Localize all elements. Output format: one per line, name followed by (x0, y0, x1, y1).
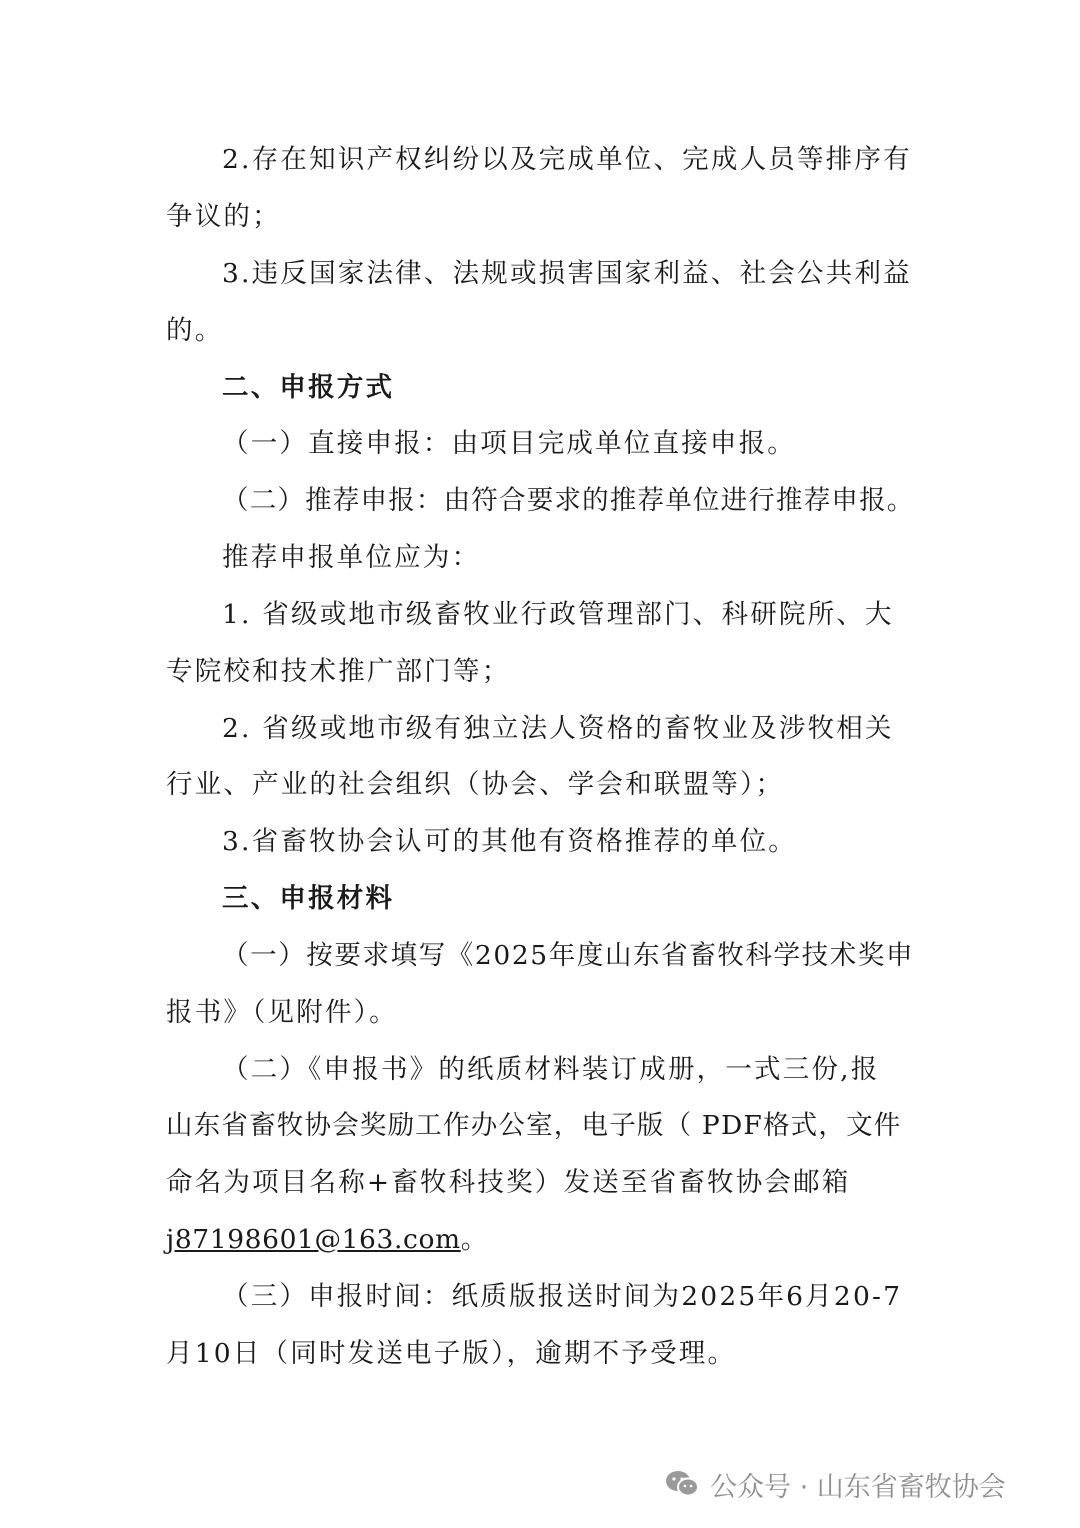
paragraph-line: （二）《申报书》的纸质材料装订成册，一式三份,报 (222, 1054, 880, 1085)
paragraph-line: 3.省畜牧协会认可的其他有资格推荐的单位。 (222, 826, 797, 857)
paragraph-line: 推荐申报单位应为： (222, 542, 481, 573)
paragraph-line: （一）按要求填写《2025年度山东省畜牧科学技术奖申 (222, 940, 915, 971)
watermark (664, 1462, 1006, 1506)
paragraph-line: 2.存在知识产权纠纷以及完成单位、完成人员等排序有 (222, 144, 912, 175)
paragraph-line: 1. 省级或地市级畜牧业行政管理部门、科研院所、大 (222, 599, 894, 630)
paragraph-line: 行业、产业的社会组织（协会、学会和联盟等）； (166, 769, 785, 800)
watermark-text: 公众号 · 山东省畜牧协会 (710, 1471, 1006, 1503)
section-heading: 二、申报方式 (222, 372, 395, 403)
wechat-icon (664, 1469, 700, 1499)
paragraph-line: 专院校和技术推广部门等； (166, 656, 511, 687)
paragraph-line: 报书》（见附件）。 (166, 997, 398, 1028)
paragraph-line: 山东省畜牧协会奖励工作办公室，电子版（ PDF格式，文件 (166, 1110, 902, 1141)
section-heading: 三、申报材料 (222, 883, 395, 914)
paragraph-line: （三）申报时间：纸质版报送时间为2025年6月20-7 (222, 1281, 903, 1312)
email-link[interactable]: j87198601@163.com (166, 1224, 461, 1255)
paragraph-line: （二）推荐申报：由符合要求的推荐单位进行推荐申报。 (222, 485, 915, 516)
paragraph-line: （一）直接申报：由项目完成单位直接申报。 (222, 428, 796, 459)
paragraph-line: 争议的； (166, 201, 281, 232)
paragraph-line: 命名为项目名称+畜牧科技奖）发送至省畜牧协会邮箱 (166, 1167, 851, 1198)
paragraph-line: 月10日（同时发送电子版），逾期不予受理。 (166, 1338, 737, 1369)
email-suffix: 。 (460, 1224, 488, 1255)
paragraph-line: 2. 省级或地市级有独立法人资格的畜牧业及涉牧相关 (222, 713, 894, 744)
paragraph-line: 的。 (166, 315, 224, 346)
paragraph-line: 3.违反国家法律、法规或损害国家利益、社会公共利益 (222, 258, 912, 289)
email-line (166, 1220, 926, 1260)
